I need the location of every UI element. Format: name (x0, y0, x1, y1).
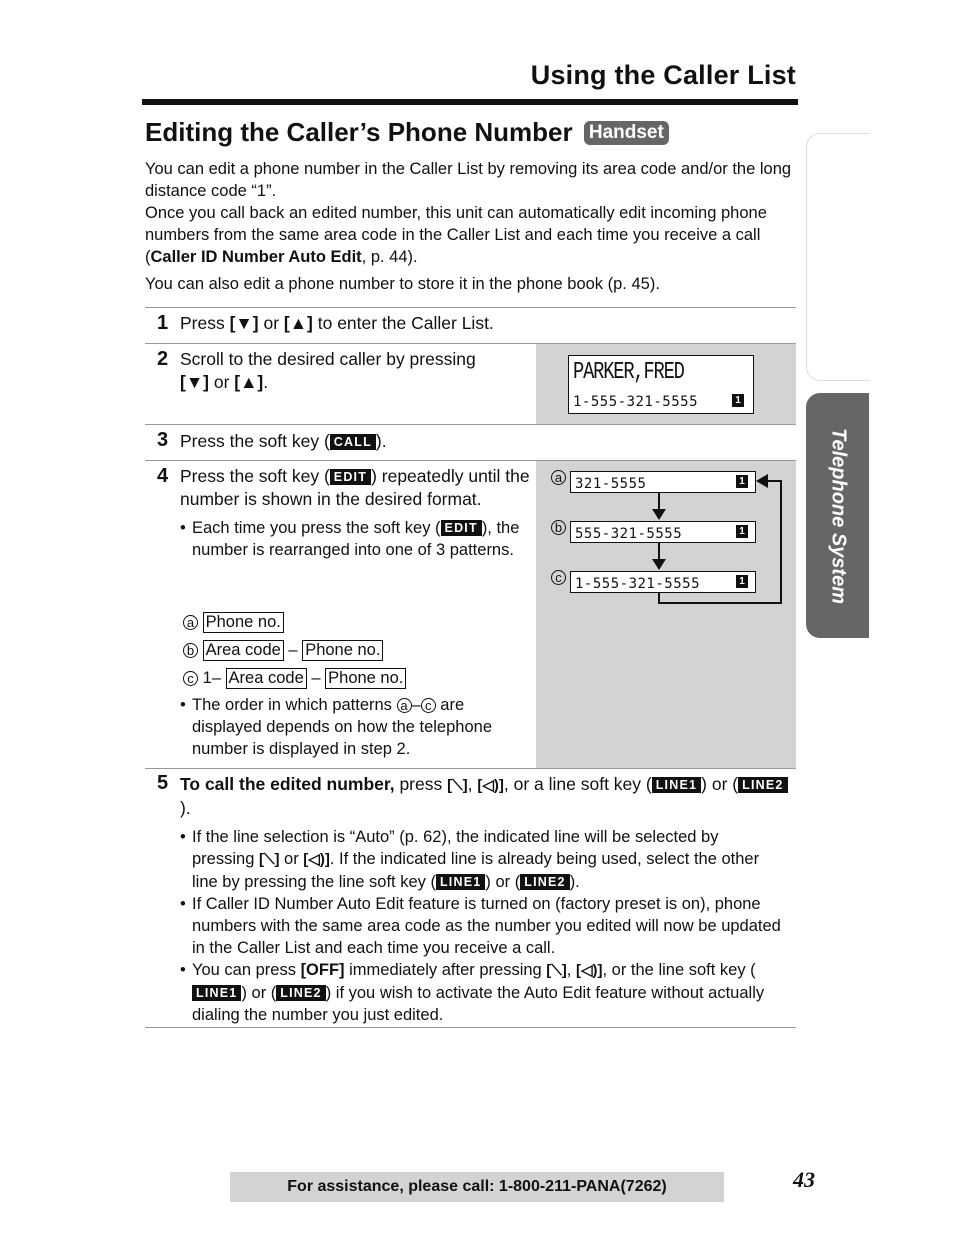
intro-text (145, 158, 800, 295)
step-number: 2 (157, 348, 169, 370)
mark-a: a (183, 615, 198, 630)
text: ) or ( (241, 984, 277, 1002)
text: ). (180, 798, 191, 818)
step-number: 5 (157, 772, 169, 794)
text: immediately after pressing (344, 961, 547, 979)
caller-number: 1-555-321-5555 (573, 394, 699, 410)
step-2-text (180, 344, 525, 394)
caller-name: PARKER,FRED (573, 359, 684, 386)
step-5-bullet-2: • If Caller ID Number Auto Edit feature is turned on (factory preset is on), phone numbers with the same area code as the number you edited will now be updated in the Caller List and each time you receive a call. (180, 893, 784, 959)
section-title-text: Editing the Caller’s Phone Number (145, 117, 573, 147)
intro-p2-end: , p. 44). (361, 248, 418, 266)
down-key: [▼] (180, 372, 209, 392)
step-number: 3 (157, 429, 169, 451)
step-1-text (180, 308, 796, 335)
step-5-bullet-3 (180, 959, 784, 1026)
text: – (411, 696, 421, 714)
line1-softkey: LINE1 (192, 985, 241, 1001)
text: You can press (192, 961, 301, 979)
step-5-text (180, 769, 796, 820)
text: or (208, 372, 235, 392)
step-5 (145, 769, 796, 1027)
text: ), the number is rearranged into one of 3 patterns. (192, 519, 520, 559)
edit-softkey: EDIT (330, 469, 371, 485)
line2-softkey: LINE2 (738, 777, 787, 793)
text: , or the line soft key ( (602, 961, 756, 979)
diagram-mark-a: a (551, 470, 566, 485)
intro-paragraph-2 (145, 202, 800, 268)
side-tab-telephone-system (806, 393, 869, 638)
speaker-key: [◁)] (303, 851, 330, 868)
text: ) or ( (485, 873, 521, 891)
text: ) repeatedly until the number is shown in the desired format. (180, 466, 530, 509)
caller-lcd (568, 355, 754, 414)
call-softkey: CALL (330, 434, 376, 450)
diagram-number-b: 555-321-5555 (575, 526, 683, 542)
handset-badge: Handset (584, 121, 669, 145)
line-indicator: 1 (736, 475, 748, 488)
header-rule (142, 99, 798, 105)
step-2 (145, 344, 796, 424)
line1-softkey: LINE1 (436, 874, 485, 890)
diagram-number-c: 1-555-321-5555 (575, 576, 701, 592)
line-indicator: 1 (732, 394, 744, 407)
text: , or a line soft key ( (503, 774, 652, 794)
phone-no-box: Phone no. (325, 668, 406, 689)
line-indicator: 1 (736, 575, 748, 588)
step-1 (145, 308, 796, 343)
talk-key: [⟍] (546, 962, 567, 979)
text: If the line selection is “Auto” (p. 62), the indicated line will be selected by pressing (192, 828, 719, 868)
mark-b: b (183, 643, 198, 658)
talk-key: [⟍] (447, 777, 468, 794)
intro-p2-text: Once you call back an edited number, this unit can automatically edit incoming phone numbers from the same area code in the Caller List and each time you receive a call ( (145, 204, 767, 266)
down-key: [▼] (229, 313, 259, 333)
section-title (145, 117, 669, 148)
line2-softkey: LINE2 (520, 874, 569, 890)
text: or (279, 850, 304, 868)
text: to enter the Caller List. (312, 313, 494, 333)
talk-key: [⟍] (258, 851, 280, 868)
diagram-number-a: 321-5555 (575, 476, 647, 492)
cycle-arrows (145, 461, 796, 768)
text: Scroll to the desired caller by pressing (180, 349, 476, 369)
intro-paragraph-3: You can also edit a phone number to store it in the phone book (p. 45). (145, 275, 660, 293)
text: ) if you wish to activate the Auto Edit feature without actually dialing the number you just edited. (192, 984, 765, 1024)
text: or (258, 313, 284, 333)
steps-table (145, 307, 796, 1028)
text: Press the soft key ( (180, 466, 330, 486)
off-key: [OFF] (300, 961, 345, 979)
text: Press (180, 313, 230, 333)
text: . (263, 372, 269, 392)
text: , (566, 961, 576, 979)
step-3 (145, 425, 796, 460)
diagram-mark-c: c (551, 570, 566, 585)
long-distance-prefix: 1– (202, 669, 221, 687)
text: The order in which patterns (192, 696, 397, 714)
up-key: [▲] (283, 313, 313, 333)
area-code-box: Area code (203, 640, 284, 661)
line1-softkey: LINE1 (652, 777, 701, 793)
edit-softkey: EDIT (441, 520, 482, 536)
diagram-mark-b: b (551, 520, 566, 535)
text: press (394, 774, 448, 794)
step-5-bullet-1 (180, 826, 784, 893)
text: are displayed depends on how the telephone number is displayed in step 2. (192, 696, 492, 758)
text: ) or ( (701, 774, 739, 794)
mark-c: c (183, 671, 198, 686)
text: , (467, 774, 478, 794)
side-tab-label: Telephone System (827, 427, 849, 604)
mark-a: a (397, 698, 412, 713)
phone-no-box: Phone no. (203, 612, 284, 633)
text: Each time you press the soft key ( (192, 519, 441, 537)
speaker-key: [◁)] (477, 777, 504, 794)
dash: – (311, 669, 321, 687)
page-header-title: Using the Caller List (530, 60, 796, 90)
page-number: 43 (793, 1167, 815, 1192)
text: ). (375, 431, 387, 451)
mark-c: c (421, 698, 436, 713)
dash: – (288, 641, 298, 659)
bold-lead: To call the edited number, (180, 774, 395, 794)
step-number: 4 (157, 465, 169, 487)
text: . If the indicated line is already being used, select the other line by pressing the line soft key ( (192, 850, 760, 891)
step-4 (145, 461, 796, 768)
text: ). (569, 873, 580, 891)
line-indicator: 1 (736, 525, 748, 538)
step-3-text (180, 425, 796, 453)
phone-no-box: Phone no. (302, 640, 383, 661)
text: Press the soft key ( (180, 431, 330, 451)
step-number: 1 (157, 312, 169, 334)
auto-edit-term: Caller ID Number Auto Edit (150, 248, 362, 266)
area-code-box: Area code (226, 668, 307, 689)
side-tab-blank (806, 133, 870, 381)
intro-paragraph-1: You can edit a phone number in the Caller List by removing its area code and/or the long distance code “1”. (145, 160, 792, 200)
assistance-footer: For assistance, please call: 1-800-211-PANA(7262) (230, 1172, 724, 1202)
up-key: [▲] (234, 372, 264, 392)
speaker-key: [◁)] (575, 962, 603, 979)
line2-softkey: LINE2 (276, 985, 325, 1001)
